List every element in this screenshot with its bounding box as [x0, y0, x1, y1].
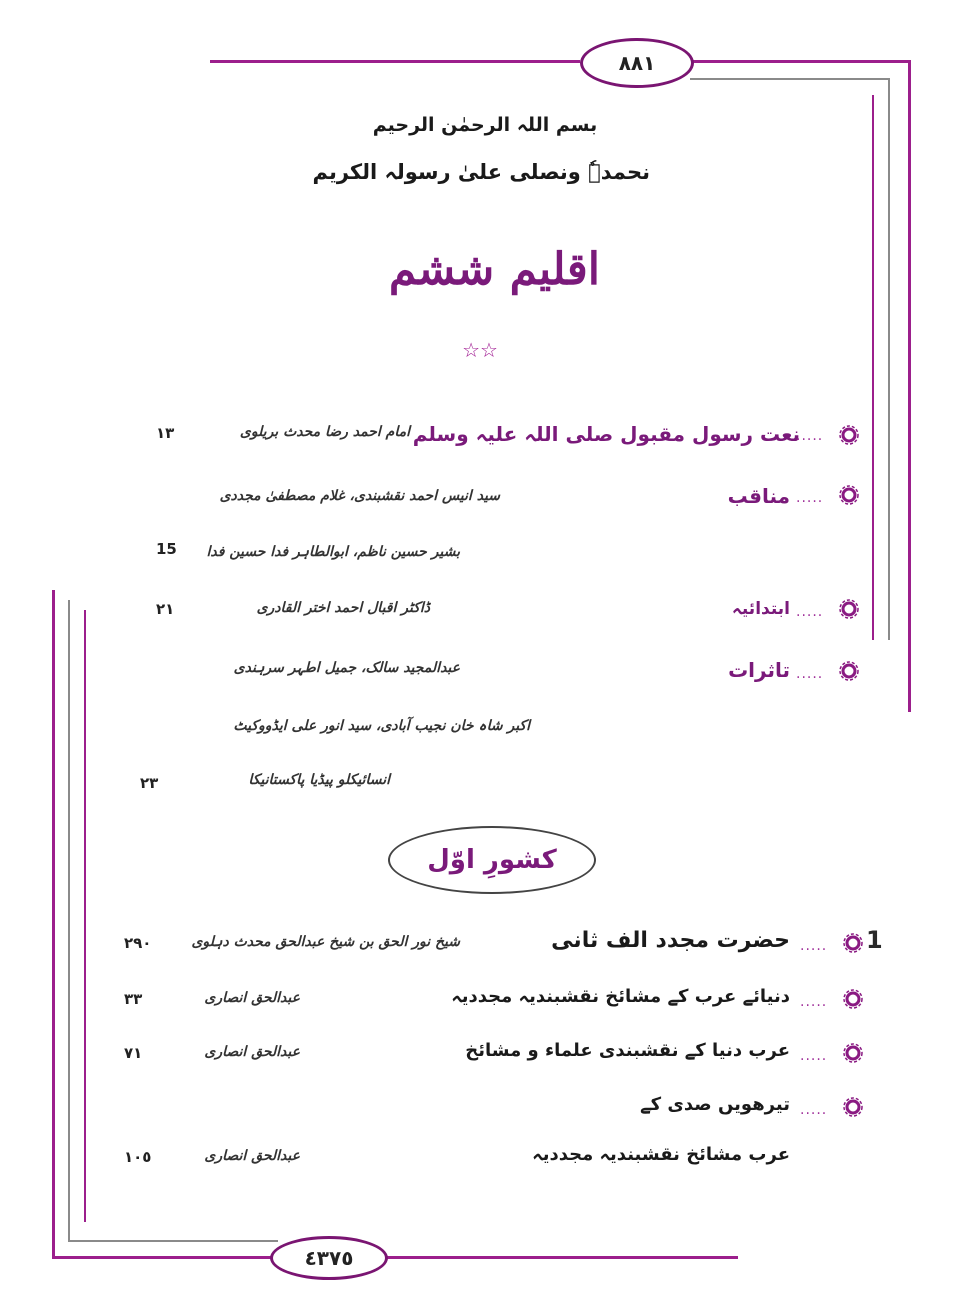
entry-title: تاثرات	[728, 658, 790, 682]
entry-author: عبدالحق انصاری	[204, 1148, 300, 1164]
entry-title: دنیائے عرب کے مشائخ نقشبندیہ مجددیہ	[451, 986, 790, 1007]
leader-dots: .....	[800, 1048, 828, 1064]
entry-number: 1	[866, 926, 883, 954]
flower-bullet-icon	[838, 424, 860, 446]
frame-right-line	[908, 60, 911, 712]
leader-dots: .....	[800, 994, 828, 1010]
section-title: اقلیم ششم	[388, 244, 600, 295]
flower-bullet-icon	[842, 1096, 864, 1118]
frame-bottom-line-right	[378, 1256, 738, 1259]
entry-author: ڈاکٹر اقبال احمد اختر القادری	[256, 600, 430, 616]
flower-bullet-icon	[842, 988, 864, 1010]
entry-page: ٧١	[124, 1044, 143, 1062]
entry-author: شیخ نور الحق بن شیخ عبدالحق محدث دہلوی	[191, 934, 460, 950]
frame-right-line-inner	[888, 78, 890, 640]
frame-bottom-line	[52, 1256, 282, 1259]
entry-page: ٢٣	[140, 774, 159, 792]
flower-bullet-icon	[838, 598, 860, 620]
entry-title: تیرھویں صدی کے	[640, 1094, 790, 1115]
bismillah: بسم اللہ الرحمٰن الرحیم	[372, 114, 598, 136]
entry-page: ٢١	[156, 600, 175, 618]
frame-left-line-inner2	[84, 610, 86, 1222]
leader-dots: .....	[800, 938, 828, 954]
flower-bullet-icon	[838, 484, 860, 506]
entry-title: ابتدائیہ	[731, 599, 790, 619]
entry-author: عبدالحق انصاری	[204, 1044, 300, 1060]
leader-dots: .....	[796, 490, 824, 506]
entry-page: ١٠٥	[124, 1148, 152, 1166]
flower-bullet-icon	[842, 932, 864, 954]
kishwar-label-text: کشورِ اوّل	[427, 845, 557, 875]
entry-author: امام احمد رضا محدث بریلوی	[239, 424, 410, 440]
page-number-top-text: ٨٨١	[618, 51, 656, 75]
entry-title: حضرت مجدد الف ثانی	[551, 928, 790, 953]
flower-bullet-icon	[838, 660, 860, 682]
leader-dots: .....	[796, 428, 824, 444]
entry-page: ٢٩٠	[124, 934, 152, 952]
frame-top-line	[210, 60, 580, 63]
entry-page: ١٣	[156, 424, 175, 442]
entry-author: اکبر شاہ خان نجیب آبادی، سید انور علی ایڈووکیٹ	[233, 718, 530, 734]
frame-bottom-line-inner	[68, 1240, 278, 1242]
frame-left-line	[52, 590, 55, 1256]
entry-title: نعت رسول مقبول صلی اللہ علیہ وسلم	[412, 422, 800, 446]
decorative-stars: ☆☆	[462, 338, 498, 362]
kishwar-label	[388, 826, 596, 894]
entry-author: سید انیس احمد نقشبندی، غلام مصطفیٰ مجددی	[219, 488, 500, 504]
salutation: نحمدہٗ ونصلی علیٰ رسولہ الکریم	[312, 160, 650, 184]
frame-top-line	[690, 60, 910, 63]
page-number-bottom	[270, 1236, 388, 1280]
page-number-top	[580, 38, 694, 88]
leader-dots: .....	[800, 1102, 828, 1118]
entry-author: عبدالمجید سالک، جمیل اطہر سرہندی	[233, 660, 460, 676]
frame-left-line-inner	[68, 600, 70, 1240]
entry-title: مناقب	[727, 484, 790, 508]
entry-author: انسائیکلو پیڈیا پاکستانیکا	[248, 772, 390, 788]
entry-page: 15	[156, 540, 177, 558]
entry-author: بشیر حسین ناظم، ابوالطاہر فدا حسین فدا	[206, 544, 460, 560]
flower-bullet-icon	[842, 1042, 864, 1064]
leader-dots: .....	[796, 666, 824, 682]
entry-author: عبدالحق انصاری	[204, 990, 300, 1006]
leader-dots: .....	[796, 604, 824, 620]
entry-title: عرب مشائخ نقشبندیہ مجددیہ	[532, 1144, 790, 1165]
frame-right-line-inner2	[872, 95, 874, 640]
entry-page: ٣٣	[124, 990, 143, 1008]
entry-title: عرب دنیا کے نقشبندی علماء و مشائخ	[465, 1040, 790, 1061]
page-number-bottom-text: ٤٣٧٥	[304, 1246, 354, 1270]
frame-top-line-inner	[690, 78, 890, 80]
